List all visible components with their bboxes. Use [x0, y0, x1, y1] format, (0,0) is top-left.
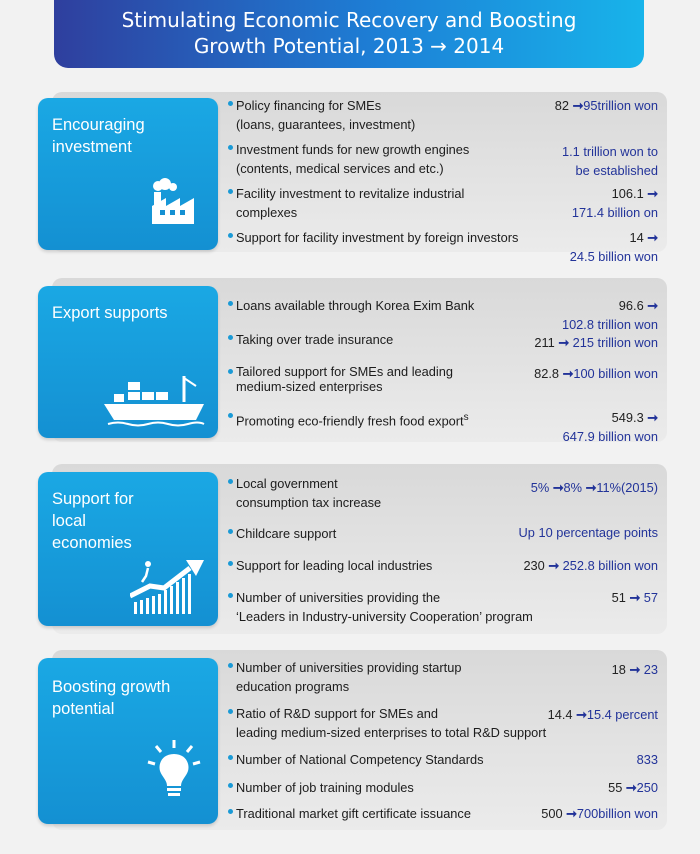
section-title-growth: Boosting growth potential: [52, 678, 171, 718]
bullet: [228, 479, 233, 484]
item-text: Number of National Competency Standards: [236, 752, 484, 767]
bullet: [228, 369, 233, 374]
item-text: Loans available through Korea Exim Bank: [236, 298, 475, 313]
arrow-icon: ➞: [562, 366, 574, 381]
item-text-suffix: s: [463, 412, 469, 423]
arrow-icon: ➞: [647, 230, 658, 245]
arrow-icon: ➞: [647, 410, 658, 425]
arrow-icon: ➞: [548, 558, 560, 573]
bullet: [228, 233, 233, 238]
item-text: Facility investment to revitalize industrial: [236, 186, 465, 201]
item-text-2: ‘Leaders in Industry-university Cooperation’ program: [236, 609, 533, 624]
arrow-icon: ➞: [629, 590, 641, 605]
section-title-export: Export supports: [52, 304, 168, 322]
item-text: Traditional market gift certificate issuance: [236, 806, 471, 821]
arrow-icon: ➞: [629, 662, 641, 677]
new-value: 647.9 billion won: [562, 429, 658, 444]
item-text-2: medium-sized enterprises: [236, 379, 383, 394]
item-text: Policy financing for SMEs: [236, 98, 382, 113]
section-box-export: [38, 286, 218, 438]
section-title-local: Support for local economies: [52, 490, 134, 552]
arrow-icon: ➞: [647, 186, 658, 201]
new-value: 171.4 billion on: [571, 205, 658, 220]
old-value: 51: [611, 590, 626, 605]
item-text: Childcare support: [236, 526, 337, 541]
new-value: 23: [643, 662, 658, 677]
item-text: Ratio of R&D support for SMEs and: [236, 706, 438, 721]
bullet: [228, 301, 233, 306]
new-value: 700billion won: [576, 806, 658, 821]
cargo-ship-icon: [104, 372, 206, 428]
item-text-2: consumption tax increase: [236, 495, 382, 510]
item-text: Tailored support for SMEs and leading: [236, 364, 453, 379]
bullet: [228, 709, 233, 714]
lightbulb-icon: [146, 740, 202, 800]
value-2013: 5%: [530, 480, 550, 495]
old-value: 55: [608, 780, 623, 795]
arrow-icon: ➞: [647, 298, 658, 313]
bullet: [228, 809, 233, 814]
bullet: [228, 335, 233, 340]
section-title-investment: Encouraging investment: [52, 116, 145, 156]
bullet: [228, 593, 233, 598]
new-value: 100 billion won: [573, 366, 658, 381]
value-line-2: be established: [575, 163, 658, 178]
value-2014: 8%: [563, 480, 583, 495]
arrow-icon: ➞: [585, 480, 597, 495]
bullet: [228, 561, 233, 566]
section-box-investment: [38, 98, 218, 250]
item-text: Number of universities providing startup: [236, 660, 462, 675]
item-text: Local government: [236, 476, 338, 491]
value-2015: 11%(2015): [596, 480, 658, 495]
new-value: 252.8 billion won: [562, 558, 658, 573]
new-value: 95trillion won: [583, 98, 658, 113]
arrow-icon: ➞: [625, 780, 637, 795]
old-value: 14: [629, 230, 644, 245]
arrow-icon: ➞: [576, 707, 587, 722]
arrow-icon: ➞: [558, 335, 570, 350]
item-text-2: leading medium-sized enterprises to total R&D support: [236, 725, 547, 740]
old-value: 14.4: [547, 707, 573, 722]
arrow-icon: ➞: [566, 806, 577, 821]
bullet: [228, 663, 233, 668]
item-text: Number of universities providing the: [236, 590, 441, 605]
new-value: 250: [636, 780, 658, 795]
header-line-2: Growth Potential, 2013 → 2014: [193, 34, 505, 58]
old-value: 549.3: [611, 410, 644, 425]
value-line-1: 1.1 trillion won to: [561, 144, 658, 159]
old-value: 82.8: [534, 366, 560, 381]
bullet: [228, 101, 233, 106]
arrow-icon: ➞: [552, 480, 564, 495]
section-box-growth: [38, 658, 218, 824]
old-value: 82: [554, 98, 569, 113]
bullet: [228, 189, 233, 194]
old-value: 230: [523, 558, 545, 573]
new-value: 57: [643, 590, 658, 605]
bullet: [228, 783, 233, 788]
new-value: 833: [636, 752, 658, 767]
item-text: Taking over trade insurance: [236, 332, 394, 347]
section-box-local: [38, 472, 218, 626]
new-value: 24.5 billion won: [569, 249, 658, 264]
header-line-1: Stimulating Economic Recovery and Boosting: [121, 8, 577, 32]
item-text: Promoting eco-friendly fresh food export: [236, 413, 464, 429]
bullet: [228, 529, 233, 534]
old-value: 211: [534, 335, 555, 350]
item-text: Number of job training modules: [236, 780, 414, 795]
factory-icon: [148, 178, 204, 226]
bullet: [228, 755, 233, 760]
new-value: Up 10 percentage points: [518, 525, 658, 540]
item-text-2: (contents, medical services and etc.): [236, 161, 444, 176]
bullet: [228, 413, 233, 418]
page-header: [54, 0, 644, 68]
growth-chart-icon: [130, 556, 210, 616]
new-value: 15.4 percent: [586, 707, 658, 722]
new-value: 102.8 trillion won: [561, 317, 658, 332]
item-text-2: complexes: [236, 205, 298, 220]
bullet: [228, 145, 233, 150]
item-text: Support for leading local industries: [236, 558, 433, 573]
arrow-icon: ➞: [572, 98, 584, 113]
new-value: 215 trillion won: [572, 335, 658, 350]
item-text-2: education programs: [236, 679, 350, 694]
old-value: 18: [611, 662, 626, 677]
item-text-2: (loans, guarantees, investment): [236, 117, 416, 132]
old-value: 106.1: [611, 186, 644, 201]
old-value: 96.6: [618, 298, 644, 313]
item-text: Investment funds for new growth engines: [236, 142, 470, 157]
old-value: 500: [541, 806, 563, 821]
item-text: Support for facility investment by foreign investors: [236, 230, 519, 245]
